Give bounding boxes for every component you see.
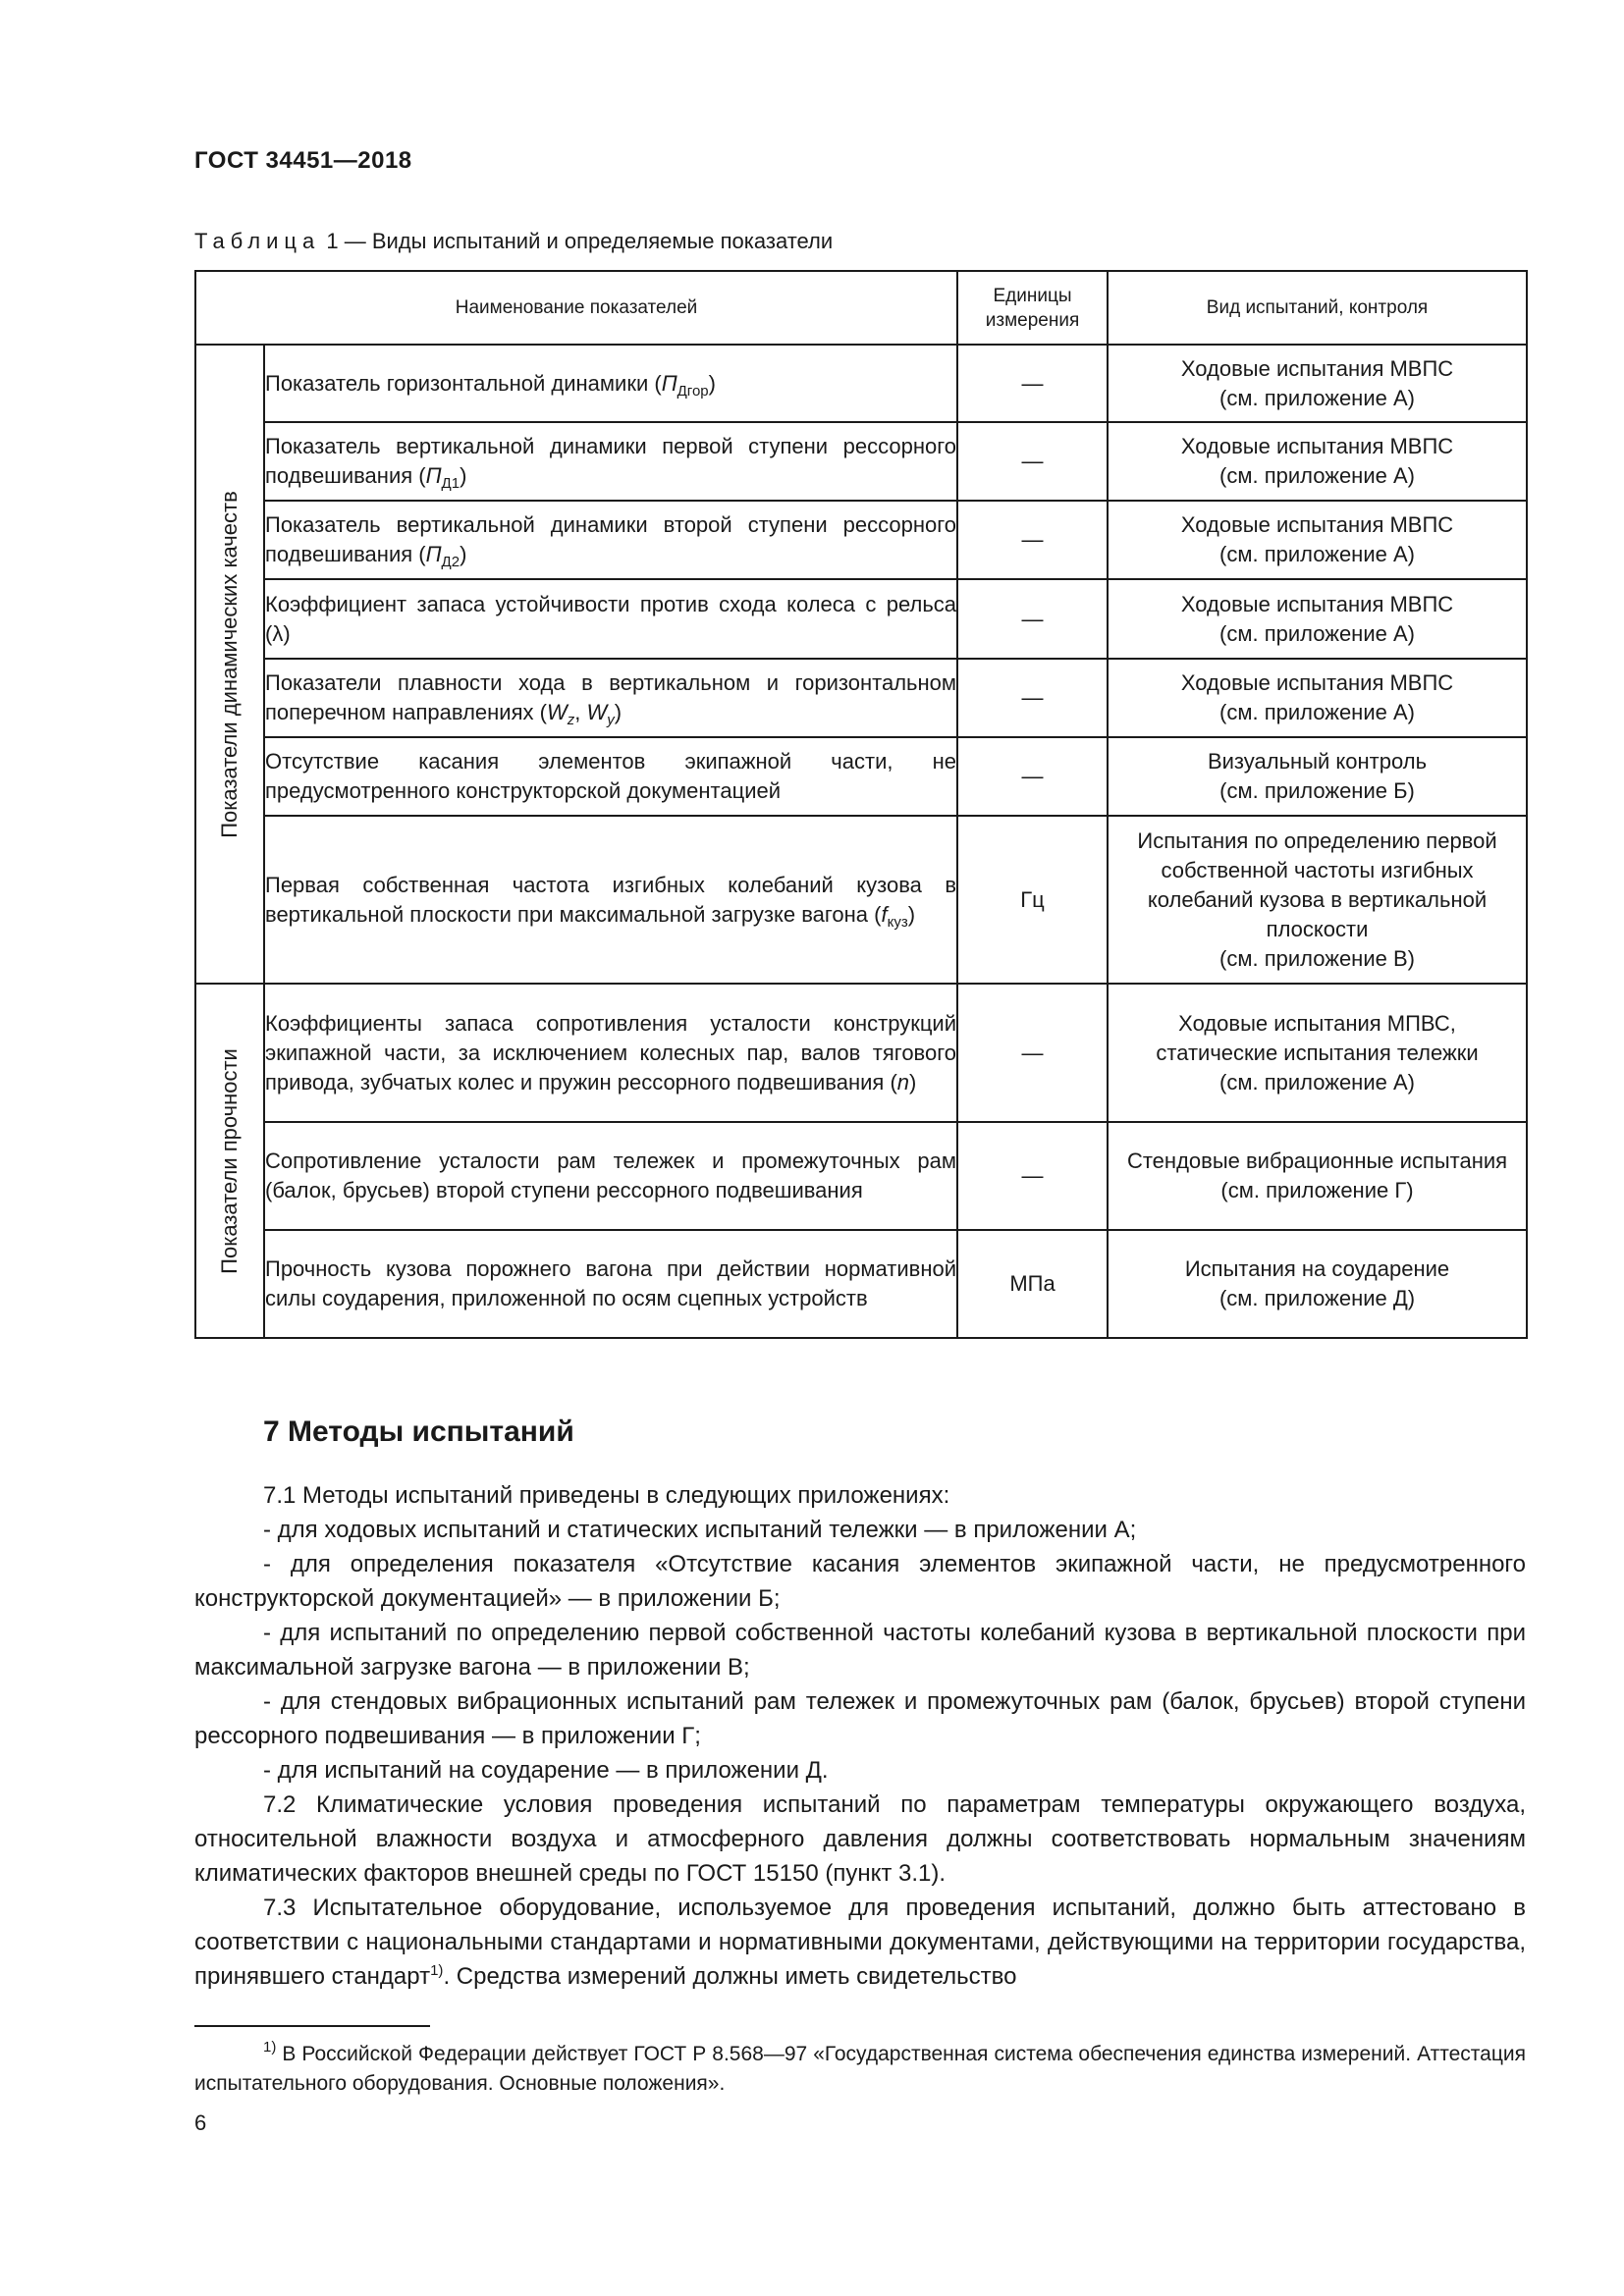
row-kind: Ходовые испытания МПВС, статические испытания тележки (см. приложение А) [1108,984,1527,1122]
table-row [195,579,1527,659]
table-caption-text: 1 — Виды испытаний и определяемые показатели [320,229,834,253]
paragraph: 7.1 Методы испытаний приведены в следующих приложениях: [263,1482,950,1509]
section-title: 7 Методы испытаний [263,1415,574,1448]
row-kind: Ходовые испытания МВПС (см. приложение А) [1108,345,1527,422]
footnote-ref: 1) [430,1962,444,1979]
paragraph: 7.2 Климатические условия проведения испытаний по параметрам температуры окружающего воздуха, относительной влажности воздуха и атмосферного давления должны соответствовать нормальным значениям климатических факторов внешней среды по ГОСТ 15150 (пункт 3.1). [194,1791,1526,1887]
group-dynamic-label: Показатели динамических качеств [217,490,242,838]
paragraph: - для испытаний на соударение — в приложении Д. [263,1757,829,1784]
row-kind: Ходовые испытания МВПС (см. приложение А) [1108,579,1527,659]
table-header-row [195,271,1527,345]
col-header-kind: Вид испытаний, контроля [1108,271,1527,345]
table-caption-label: Таблица [194,229,321,253]
footnote-text: В Российской Федерации действует ГОСТ Р 8.568—97 «Государственная система обеспечения единства измерений. Аттестация испытательного оборудования. Основные положения». [194,2043,1526,2095]
row-kind: Испытания по определению первой собственной частоты изгибных колебаний кузова в вертикальной плоскости (см. приложение В) [1108,816,1527,984]
col-header-unit: Единицы измерения [957,271,1108,345]
table-row [195,984,1527,1122]
row-name: Отсутствие касания элементов экипажной части, не предусмотренного конструкторской документацией [264,737,957,816]
col-header-name: Наименование показателей [195,271,957,345]
row-name: Показатели плавности хода в вертикальном и горизонтальном поперечном направлениях ($W_z$, $W_y$) [264,659,957,737]
row-unit: — [957,659,1108,737]
table-row [195,816,1527,984]
row-kind: Ходовые испытания МВПС (см. приложение А) [1108,659,1527,737]
row-name: Прочность кузова порожнего вагона при действии нормативной силы соударения, приложенной по осям сцепных устройств [264,1230,957,1338]
row-unit: — [957,984,1108,1122]
footnote-mark: 1) [263,2039,277,2056]
row-unit: — [957,1122,1108,1230]
table-row [195,345,1527,422]
row-kind: Визуальный контроль (см. приложение Б) [1108,737,1527,816]
row-unit: — [957,422,1108,501]
document-header: ГОСТ 34451—2018 [194,147,412,174]
table-row [195,737,1527,816]
row-kind: Испытания на соударение (см. приложение Д) [1108,1230,1527,1338]
footnote [194,2040,1526,2099]
row-kind: Стендовые вибрационные испытания (см. приложение Г) [1108,1122,1527,1230]
group-strength-cell [195,984,264,1338]
row-unit: — [957,501,1108,579]
row-name: Показатель вертикальной динамики первой ступени рессорного подвешивания $(П_{Д1})$ [264,422,957,501]
section-body [194,1478,1526,1994]
row-unit: — [957,345,1108,422]
row-name: Коэффициенты запаса сопротивления усталости конструкций экипажной части, за исключением колесных пар, валов тягового привода, зубчатых колес и пружин рессорного подвешивания (n) [264,984,957,1122]
row-unit: — [957,579,1108,659]
row-name: Показатель горизонтальной динамики $(П_{Дгор})$ [264,345,957,422]
paragraph: - для определения показателя «Отсутствие касания элементов экипажной части, не предусмотренного конструкторской документацией» — в приложении Б; [194,1551,1526,1612]
table-row [195,1230,1527,1338]
paragraph: - для испытаний по определению первой собственной частоты колебаний кузова в вертикальной плоскости при максимальной загрузке вагона — в приложении В; [194,1620,1526,1681]
group-dynamic-cell [195,345,264,984]
row-name: Коэффициент запаса устойчивости против схода колеса с рельса (λ) [264,579,957,659]
tests-table [194,270,1528,1339]
paragraph: - для ходовых испытаний и статических испытаний тележки — в приложении А; [263,1517,1137,1543]
page-number: 6 [194,2110,207,2135]
row-kind: Ходовые испытания МВПС (см. приложение А) [1108,422,1527,501]
table-row [195,659,1527,737]
paragraph: - для стендовых вибрационных испытаний рам тележек и промежуточных рам (балок, брусьев) второй ступени рессорного подвешивания — в приложении Г; [194,1688,1526,1749]
table-row [195,501,1527,579]
table-row [195,422,1527,501]
row-name: Сопротивление усталости рам тележек и промежуточных рам (балок, брусьев) второй ступени рессорного подвешивания [264,1122,957,1230]
row-unit: Гц [957,816,1108,984]
row-name: Показатель вертикальной динамики второй ступени рессорного подвешивания $(П_{Д2})$ [264,501,957,579]
group-strength-label: Показатели прочности [217,1047,242,1274]
footnote-divider [194,2025,430,2027]
row-kind: Ходовые испытания МВПС (см. приложение А) [1108,501,1527,579]
row-name: Первая собственная частота изгибных колебаний кузова в вертикальной плоскости при максимальной загрузке вагона $(f_{куз})$ [264,816,957,984]
row-unit: МПа [957,1230,1108,1338]
table-row [195,1122,1527,1230]
paragraph: 7.3 Испытательное оборудование, используемое для проведения испытаний, должно быть аттестовано в соответствии с национальными стандартами и нормативными документами, действующими на территории государства, принявшего стандарт$^{1)}$. Средства измерений должны иметь свидетельство [194,1895,1526,1990]
row-unit: — [957,737,1108,816]
table-caption [194,229,833,254]
